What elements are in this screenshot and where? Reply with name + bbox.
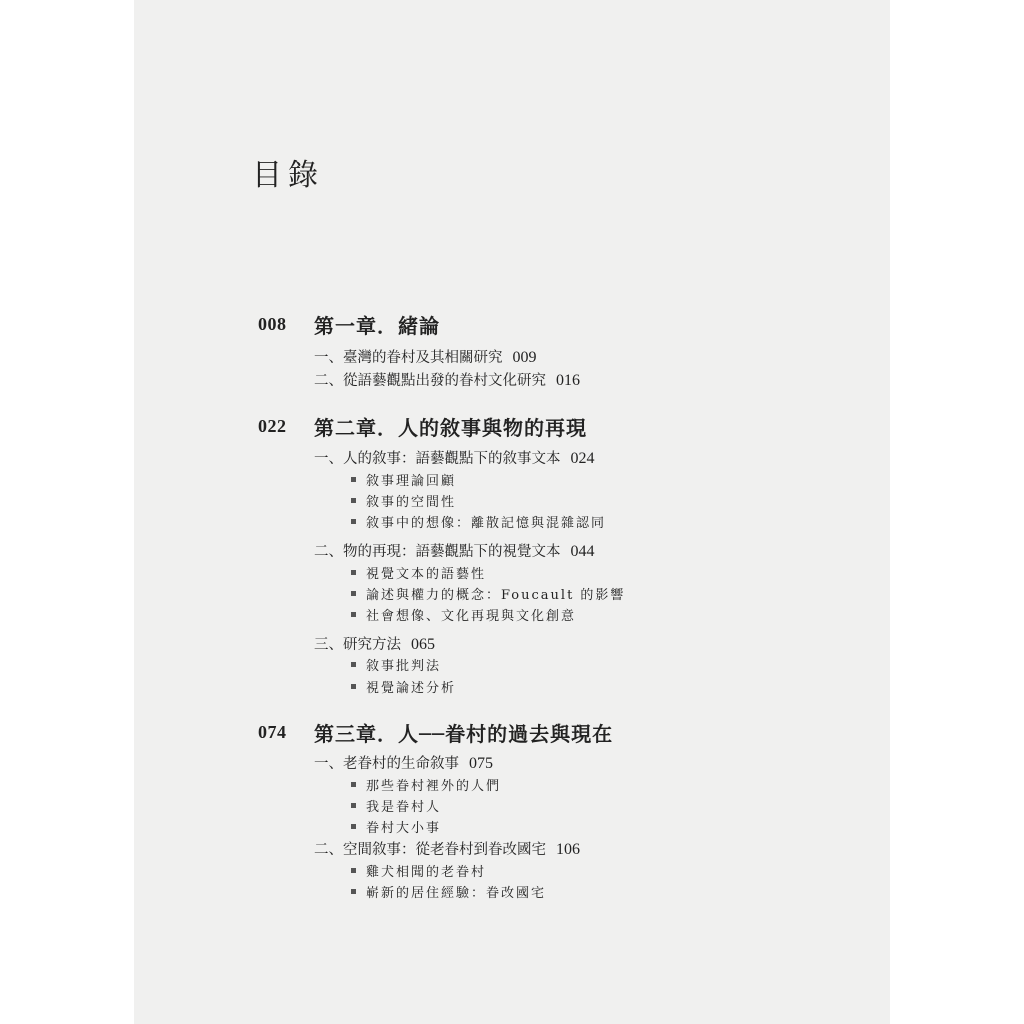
toc-section [314, 369, 580, 390]
chapter-page-number: 074 [258, 722, 287, 742]
chapter-page-number: 008 [258, 314, 287, 334]
square-bullet-icon [351, 824, 356, 829]
toc-subsection [351, 817, 441, 836]
subsection-label: 論述與權力的概念：Foucault 的影響 [366, 588, 626, 603]
section-label: 二、從語藝觀點出發的眷村文化研究 [314, 373, 546, 389]
square-bullet-icon [351, 782, 356, 787]
toc-section [314, 633, 435, 654]
section-label: 二、物的再現：語藝觀點下的視覺文本 [314, 544, 561, 560]
book-page [134, 0, 890, 1024]
toc-section [314, 447, 595, 468]
toc-subsection [351, 584, 625, 603]
subsection-label: 敘事的空間性 [366, 495, 457, 510]
section-label: 一、人的敘事：語藝觀點下的敘事文本 [314, 451, 561, 467]
toc-subsection [351, 605, 576, 624]
subsection-label: 敘事理論回顧 [366, 474, 457, 489]
section-page-number: 106 [556, 841, 580, 858]
toc-section [314, 752, 493, 773]
subsection-label: 我是眷村人 [366, 800, 442, 815]
subsection-label: 社會想像、文化再現與文化創意 [366, 609, 577, 624]
square-bullet-icon [351, 570, 356, 575]
square-bullet-icon [351, 477, 356, 482]
square-bullet-icon [351, 612, 356, 617]
square-bullet-icon [351, 662, 356, 667]
section-page-number: 075 [469, 755, 493, 772]
section-label: 三、研究方法 [314, 637, 401, 653]
chapter-title: 第二章．人的敘事與物的再現 [314, 416, 587, 440]
toc-title: 目錄 [252, 158, 324, 193]
toc-subsection [351, 775, 501, 794]
toc-subsection [351, 491, 456, 510]
square-bullet-icon [351, 868, 356, 873]
subsection-label: 視覺論述分析 [366, 681, 457, 696]
toc-subsection [351, 677, 456, 696]
toc-subsection [351, 796, 441, 815]
toc-subsection [351, 882, 546, 901]
chapter-page-number: 022 [258, 416, 287, 436]
chapter-title: 第一章．緒論 [314, 314, 440, 338]
section-page-number: 024 [570, 450, 595, 467]
square-bullet-icon [351, 498, 356, 503]
section-label: 一、老眷村的生命敘事 [314, 756, 459, 772]
toc-subsection [351, 861, 486, 880]
section-label: 一、臺灣的眷村及其相關研究 [314, 350, 503, 366]
chapter-heading [134, 722, 890, 752]
toc-subsection [351, 563, 486, 582]
section-label: 二、空間敘事：從老眷村到眷改國宅 [314, 842, 546, 858]
square-bullet-icon [351, 519, 356, 524]
toc-subsection [351, 470, 456, 489]
section-page-number: 009 [512, 349, 537, 366]
section-page-number: 016 [556, 372, 580, 389]
subsection-label: 敘事中的想像：離散記憶與混雜認同 [366, 516, 607, 531]
section-page-number: 065 [411, 636, 435, 653]
subsection-label: 雞犬相聞的老眷村 [366, 865, 487, 880]
toc-subsection [351, 512, 606, 531]
toc-section [314, 346, 537, 367]
subsection-label: 那些眷村裡外的人們 [366, 779, 502, 794]
square-bullet-icon [351, 803, 356, 808]
section-page-number: 044 [570, 543, 595, 560]
subsection-label: 眷村大小事 [366, 821, 442, 836]
subsection-label: 敘事批判法 [366, 659, 442, 674]
subsection-label: 視覺文本的語藝性 [366, 567, 487, 582]
toc-section [314, 838, 580, 859]
chapter-title: 第三章．人──眷村的過去與現在 [314, 722, 614, 746]
chapter-heading [134, 314, 890, 344]
chapter-heading [134, 416, 890, 446]
square-bullet-icon [351, 591, 356, 596]
square-bullet-icon [351, 684, 356, 689]
square-bullet-icon [351, 889, 356, 894]
subsection-label: 嶄新的居住經驗：眷改國宅 [366, 886, 547, 901]
toc-section [314, 540, 595, 561]
toc-subsection [351, 655, 441, 674]
